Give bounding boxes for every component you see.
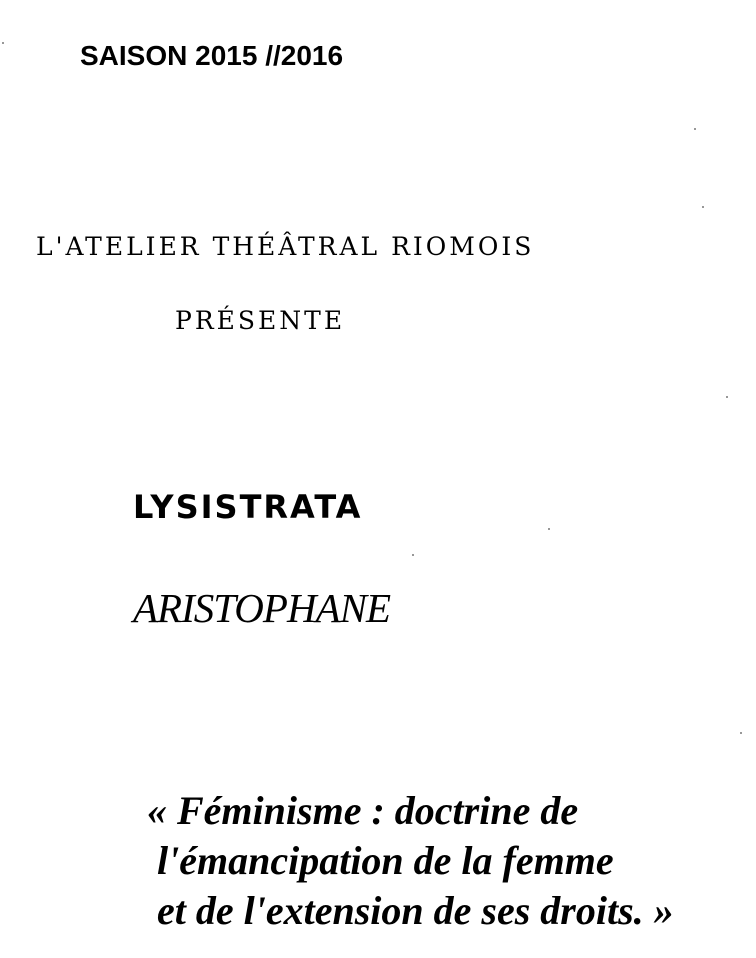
presents-label: PRÉSENTE [175, 306, 346, 335]
quote-line-3: et de l'extension de ses droits. » [157, 888, 674, 933]
feminism-quote [147, 786, 747, 936]
scan-speck [412, 554, 414, 556]
scan-speck [694, 128, 696, 130]
play-title: LYSISTRATA [133, 488, 363, 526]
scan-speck [726, 396, 728, 398]
scan-speck [2, 42, 4, 44]
quote-line-1: « Féminisme : doctrine de [147, 788, 579, 833]
scan-speck [702, 206, 704, 208]
scan-speck [548, 528, 550, 530]
author-name: ARISTOPHANE [133, 585, 391, 631]
season-heading: SAISON 2015 //2016 [80, 40, 344, 71]
scan-speck [740, 732, 742, 734]
quote-line-2: l'émancipation de la femme [157, 838, 614, 883]
company-name: L'ATELIER THÉÂTRAL RIOMOIS [36, 232, 535, 261]
